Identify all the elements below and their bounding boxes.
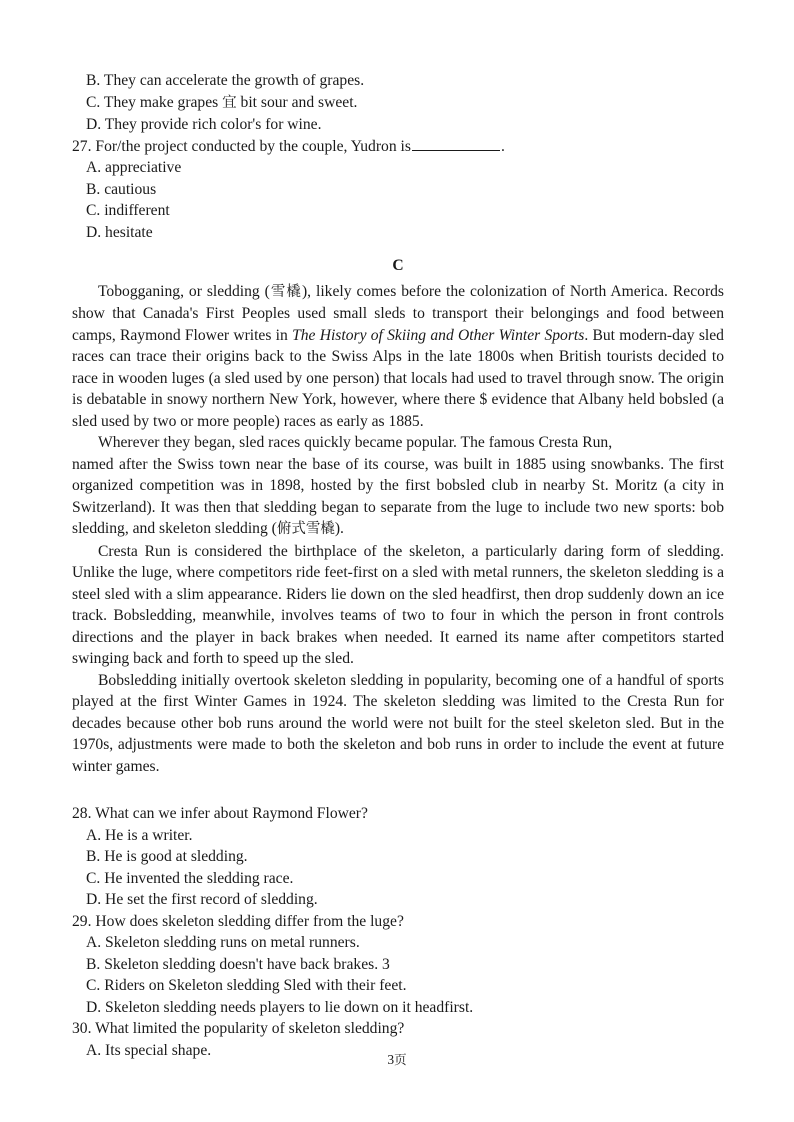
question-28-option-c: C. He invented the sledding race. <box>86 869 294 887</box>
passage-paragraph-2-first-line <box>72 432 724 454</box>
question-30-option-a: A. Its special shape. <box>86 1041 212 1059</box>
question-28-stem: 28. What can we infer about Raymond Flower? <box>72 805 368 822</box>
paragraph-text: . But modern-day sled races can trace their origins back to the Swiss Alps in the late 1800s when British tourists decided to race in wooden luges (a sled used by one person) that locals had used to travel through snow. The origin is debatable in snowy northern New York, however, where there $ evidence that Albany held bobsled (a sled used by two or more people) races as early as 1885. <box>72 326 728 430</box>
question-29-option-d: D. Skeleton sledding needs players to lie down on it headfirst. <box>86 998 474 1016</box>
paragraph-text: Bobsledding initially overtook skeleton sledding in popularity, becoming one of a handful of sports played at the first Winter Games in 1924. The skeleton sledding was limited to the Cresta Run for decades because other bob runs around the world were not built for the steel skeleton sled. But in the 1970s, adjustments were made to both the skeleton and bob runs in order to include the event at future winter games. <box>72 671 728 775</box>
question-27-stem <box>72 136 724 158</box>
question-30-stem: 30. What limited the popularity of skeleton sledding? <box>72 1020 405 1037</box>
option-c-cjk-char: 宜 <box>222 94 237 111</box>
question-26-option-d: D. They provide rich color's for wine. <box>86 116 322 133</box>
option-c-text-after: bit sour and sweet. <box>236 93 358 111</box>
page-number: 3 <box>387 1052 395 1067</box>
question-29-option-b: B. Skeleton sledding doesn't have back brakes. 3 <box>86 955 390 973</box>
paragraph-text: ). <box>334 520 344 537</box>
page-footer <box>0 1050 794 1068</box>
paragraph-text: ), likely comes before the colonization of North America. Records show that Canada's First Peoples used small sleds to transport their belongings and food between camps, Raymond Flower writes in <box>72 282 728 344</box>
question-26-option-c <box>86 92 724 115</box>
question-26-option-b: B. They can accelerate the growth of grapes. <box>86 72 365 89</box>
cjk-gloss: 俯式雪橇 <box>276 521 335 537</box>
question-27-stem-text: 27. For/the project conducted by the couple, Yudron is <box>72 137 411 155</box>
passage-paragraph-3 <box>72 541 728 670</box>
passage-paragraph-1 <box>72 281 728 433</box>
paragraph-text: named after the Swiss town near the base of its course, was built in 1885 using snowbanks. The first organized competition was in 1898, hosted by the first bobsled club in nearby St. Moritz (a city in Switzerland). It was then that sledding began to separate from the luge to include two new sports: bob sledding, and skeleton sledding ( <box>72 455 728 537</box>
passage-paragraph-2-continued <box>72 454 728 541</box>
question-29-option-c: C. Riders on Skeleton sledding Sled with their feet. <box>86 977 407 994</box>
question-27-option-b: B. cautious <box>86 180 157 198</box>
question-28-option-a: A. He is a writer. <box>86 826 193 844</box>
book-title: The History of Skiing and Other Winter Sports <box>292 326 585 344</box>
spacer-before-questions <box>72 777 724 803</box>
passage-section-letter: C <box>392 257 404 274</box>
question-27-stem-end: . <box>500 137 505 155</box>
question-28-option-d: D. He set the first record of sledding. <box>86 891 318 908</box>
option-c-text-before: C. They make grapes <box>86 93 223 111</box>
page-content <box>72 70 728 1061</box>
question-27-option-d: D. hesitate <box>86 223 153 241</box>
question-29-stem: 29. How does skeleton sledding differ from the luge? <box>72 912 404 930</box>
paragraph-text: Tobogganing, or sledding ( <box>98 282 270 300</box>
question-27-option-a: A. appreciative <box>86 159 182 176</box>
question-28-option-b: B. He is good at sledding. <box>86 848 248 865</box>
passage-paragraph-4 <box>72 670 728 778</box>
paragraph-text: Wherever they began, sled races quickly became popular. The famous Cresta Run, <box>98 434 613 451</box>
answer-blank <box>412 136 500 150</box>
question-27-option-c: C. indifferent <box>86 202 170 219</box>
question-29-option-a: A. Skeleton sledding runs on metal runners. <box>86 934 360 951</box>
page-unit-label: 页 <box>394 1052 407 1067</box>
paragraph-text: Cresta Run is considered the birthplace of the skeleton, a particularly daring form of sledding. Unlike the luge, where competitors ride feet-first on a sled with metal runners, the skeleton sledding is a steel sled with a slim appearance. Riders lie down on the sled headfirst, then drop suddenly down an ice track. Bobsledding, meanwhile, involves teams of two to four in which the person in front controls directions and the player in back brakes when needed. It earned its name after competitors started swinging back and forth to speed up the sled. <box>72 542 728 667</box>
cjk-gloss: 雪橇 <box>269 283 302 300</box>
